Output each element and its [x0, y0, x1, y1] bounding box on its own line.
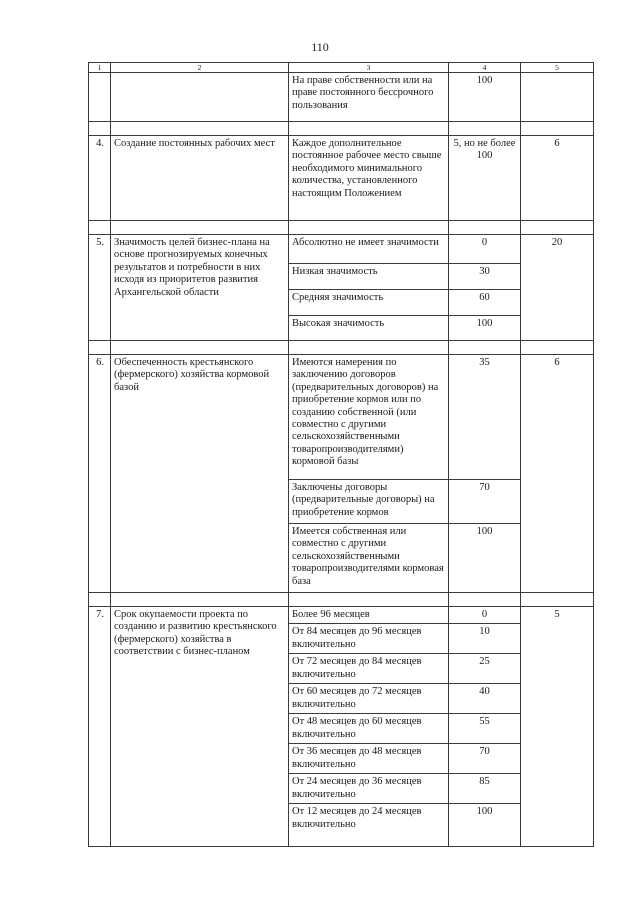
table-row: [89, 607, 594, 624]
score-cell: 0: [449, 235, 521, 264]
score-cell: 0: [449, 607, 521, 624]
column-header: 3: [289, 63, 449, 73]
score-cell: 100: [449, 524, 521, 593]
score-cell: 60: [449, 290, 521, 316]
row-spacer: [89, 593, 594, 607]
criterion-cell: Срок окупаемости проекта по созданию и развитию крестьянского (фермерского) хозяйства в соответствии с бизнес-планом: [111, 607, 289, 847]
criterion-cell: Обеспеченность крестьянского (фермерского) хозяйства кормовой базой: [111, 355, 289, 593]
condition-cell: От 84 месяцев до 96 месяцев включительно: [289, 624, 449, 654]
row-number: 7.: [89, 607, 111, 847]
condition-cell: Более 96 месяцев: [289, 607, 449, 624]
score-cell: 10: [449, 624, 521, 654]
table-row: [89, 235, 594, 264]
table-row: [89, 136, 594, 221]
table-row: [89, 73, 594, 122]
score-cell: 40: [449, 684, 521, 714]
condition-cell: От 60 месяцев до 72 месяцев включительно: [289, 684, 449, 714]
condition-cell: От 48 месяцев до 60 месяцев включительно: [289, 714, 449, 744]
score-cell: 30: [449, 264, 521, 290]
row-number: 5.: [89, 235, 111, 341]
criterion-cell: Создание постоянных рабочих мест: [111, 136, 289, 221]
table-row: [89, 355, 594, 480]
row-spacer: [89, 122, 594, 136]
score-cell: 25: [449, 654, 521, 684]
condition-cell: От 24 месяцев до 36 месяцев включительно: [289, 774, 449, 804]
score-cell: 100: [449, 804, 521, 847]
column-header: 2: [111, 63, 289, 73]
score-cell: 5, но не более 100: [449, 136, 521, 221]
condition-cell: Каждое дополнительное постоянное рабочее место свыше необходимого минимального количества, установленного настоящим Положением: [289, 136, 449, 221]
condition-cell: От 72 месяцев до 84 месяцев включительно: [289, 654, 449, 684]
score-cell: 70: [449, 480, 521, 524]
condition-cell: Высокая значимость: [289, 316, 449, 341]
score-cell: 35: [449, 355, 521, 480]
score-cell: 85: [449, 774, 521, 804]
page-number: 110: [311, 40, 329, 54]
weight-cell: 6: [521, 136, 594, 221]
row-number: 6.: [89, 355, 111, 593]
score-cell: 55: [449, 714, 521, 744]
condition-cell: На праве собственности или на праве постоянного бессрочного пользования: [289, 73, 449, 122]
score-cell: 70: [449, 744, 521, 774]
criterion-cell: [111, 73, 289, 122]
condition-cell: Низкая значимость: [289, 264, 449, 290]
score-cell: 100: [449, 316, 521, 341]
weight-cell: 5: [521, 607, 594, 847]
condition-cell: Средняя значимость: [289, 290, 449, 316]
row-number: [89, 73, 111, 122]
column-header: 5: [521, 63, 594, 73]
column-header: 1: [89, 63, 111, 73]
column-header: 4: [449, 63, 521, 73]
row-spacer: [89, 341, 594, 355]
row-number: 4.: [89, 136, 111, 221]
score-cell: 100: [449, 73, 521, 122]
condition-cell: Имеются намерения по заключению договоров (предварительных договоров) на приобретение кормов или по созданию собственной (или совместно с другими сельскохозяйственными товаропроизводителями) кормовой базы: [289, 355, 449, 480]
condition-cell: Имеется собственная или совместно с другими сельскохозяйственными товаропроизводителями кормовая база: [289, 524, 449, 593]
condition-cell: Абсолютно не имеет значимости: [289, 235, 449, 264]
row-spacer: [89, 221, 594, 235]
condition-cell: От 12 месяцев до 24 месяцев включительно: [289, 804, 449, 847]
criterion-cell: Значимость целей бизнес-плана на основе прогнозируемых конечных результатов и потребности в них исходя из приоритетов развития Архангельской области: [111, 235, 289, 341]
condition-cell: Заключены договоры (предварительные договоры) на приобретение кормов: [289, 480, 449, 524]
criteria-table: [88, 62, 594, 847]
weight-cell: 20: [521, 235, 594, 341]
column-header-row: [89, 63, 594, 73]
condition-cell: От 36 месяцев до 48 месяцев включительно: [289, 744, 449, 774]
weight-cell: [521, 73, 594, 122]
weight-cell: 6: [521, 355, 594, 593]
